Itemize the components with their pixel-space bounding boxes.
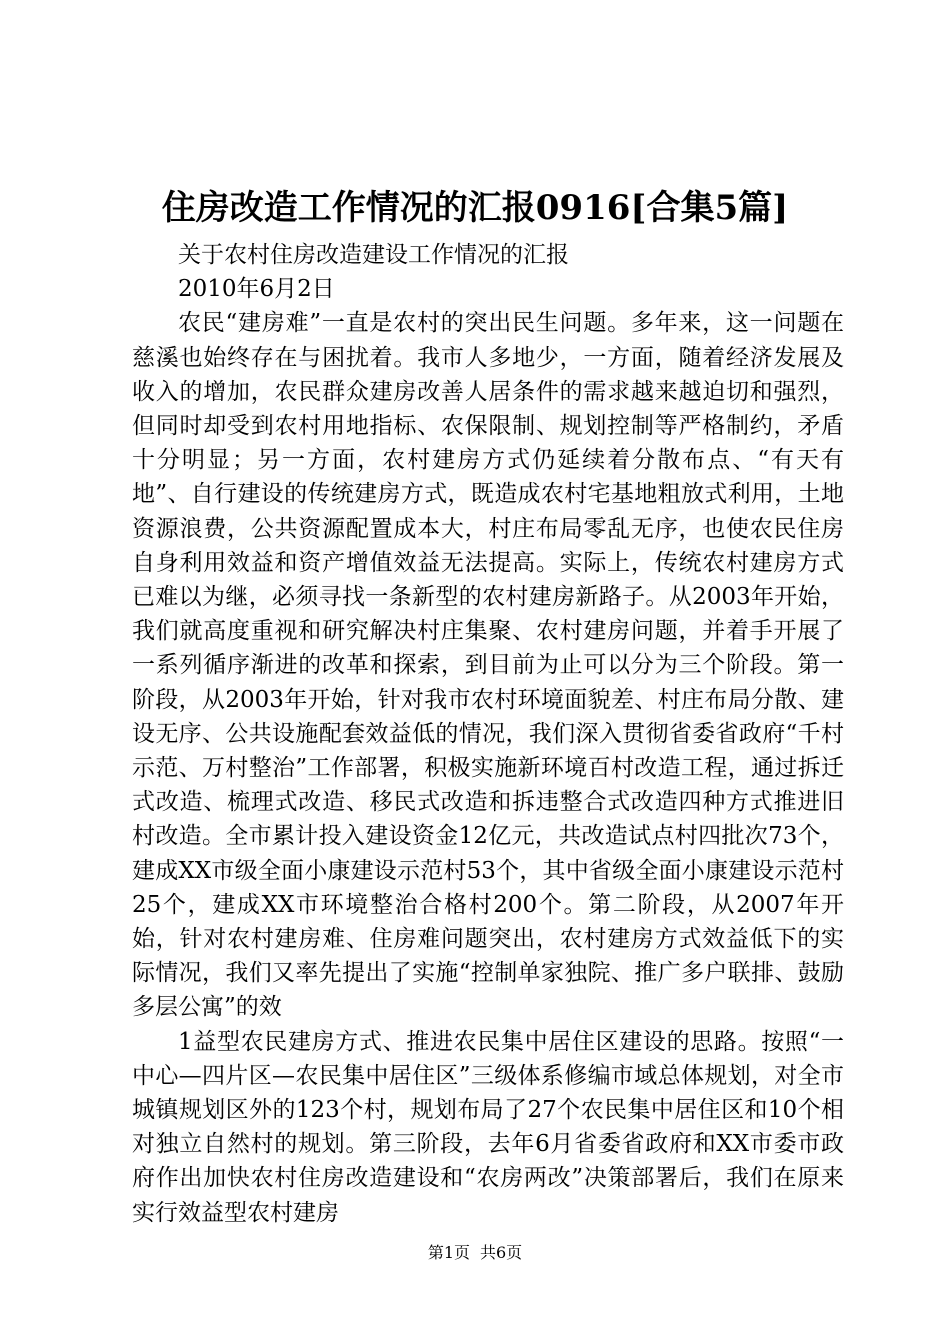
- body-paragraph: 1益型农民建房方式、推进农民集中居住区建设的思路。按照“一中心—四片区—农民集中居住区”三级体系修编市域总体规划，对全市城镇规划区外的123个村，规划布局了27个农民集中居住区和10个相对独立自然村的规划。第三阶段，去年6月省委省政府和XX市委市政府作出加快农村住房改造建设和“农房两改”决策部署后，我们在原来实行效益型农村建房: [132, 1028, 844, 1226]
- page-total: 共6页: [480, 1243, 523, 1262]
- document-subtitle: 关于农村住房改造建设工作情况的汇报: [178, 242, 569, 268]
- page-number: 第1页: [427, 1243, 470, 1262]
- document-title: 住房改造工作情况的汇报0916[合集5篇]: [161, 188, 789, 228]
- document-date: 2010年6月2日: [178, 276, 335, 303]
- page-footer: [0, 1242, 950, 1264]
- document-body: [132, 238, 844, 1230]
- body-paragraph: 农民“建房难”一直是农村的突出民生问题。多年来，这一问题在慈溪也始终存在与困扰着。我市人多地少，一方面，随着经济发展及收入的增加，农民群众建房改善人居条件的需求越来越迫切和强烈，但同时却受到农村用地指标、农保限制、规划控制等严格制约，矛盾十分明显；另一方面，农村建房方式仍延续着分散布点、“有天有地”、自行建设的传统建房方式，既造成农村宅基地粗放式利用，土地资源浪费，公共资源配置成本大，村庄布局零乱无序，也使农民住房自身利用效益和资产增值效益无法提高。实际上，传统农村建房方式已难以为继，必须寻找一条新型的农村建房新路子。从2003年开始，我们就高度重视和研究解决村庄集聚、农村建房问题，并着手开展了一系列循序渐进的改革和探索，到目前为止可以分为三个阶段。第一阶段，从2003年开始，针对我市农村环境面貌差、村庄布局分散、建设无序、公共设施配套效益低的情况，我们深入贯彻省委省政府“千村示范、万村整治”工作部署，积极实施新环境百村改造工程，通过拆迁式改造、梳理式改造、移民式改造和拆违整合式改造四种方式推进旧村改造。全市累计投入建设资金12亿元，共改造试点村四批次73个，建成XX市级全面小康建设示范村53个，其中省级全面小康建设示范村25个，建成XX市环境整治合格村200个。第二阶段，从2007年开始，针对农村建房难、住房难问题突出，农村建房方式效益低下的实际情况，我们又率先提出了实施“控制单家独院、推广多户联排、鼓励多层公寓”的效: [132, 310, 844, 1021]
